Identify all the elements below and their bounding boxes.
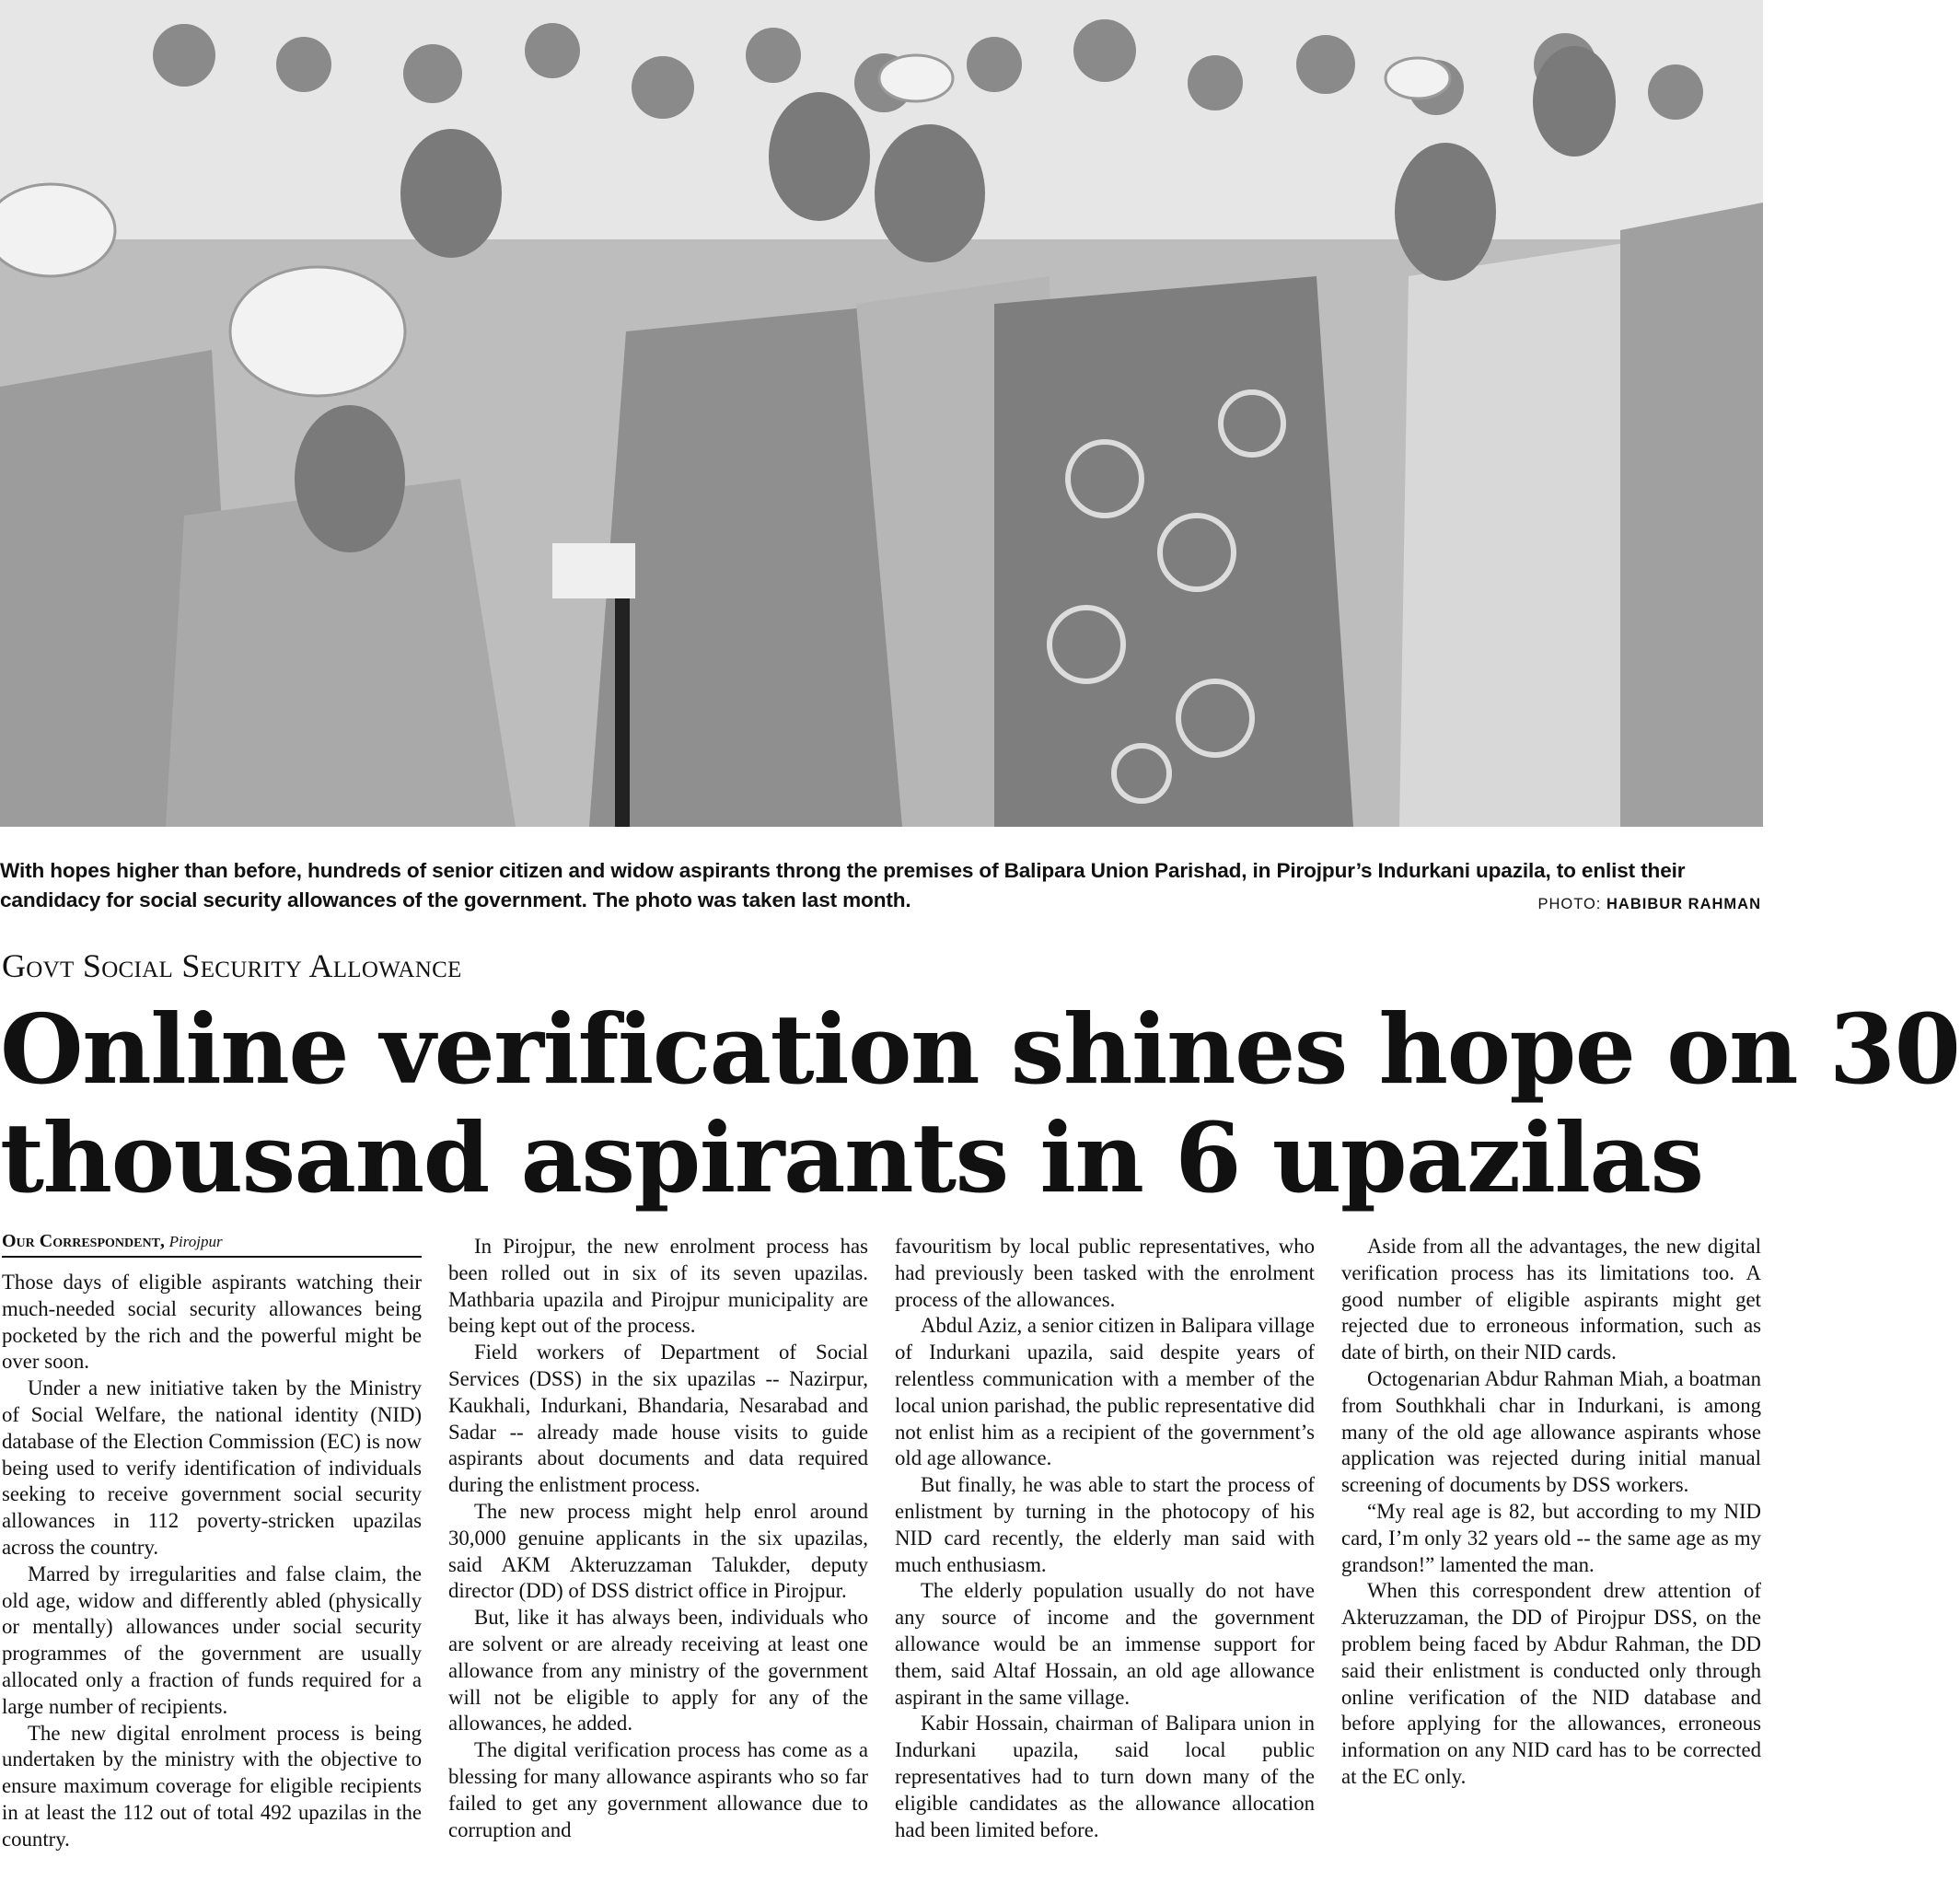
paragraph: Under a new initiative taken by the Ministry of Social Welfare, the national identity (NID) database of the Election Commission (EC) is now being used to verify identification of individuals seeking to receive government social security allowances in 112 poverty-stricken upazilas across the country. (2, 1376, 422, 1559)
paragraph: Field workers of Department of Social Services (DSS) in the six upazilas -- Nazirpur, Kaukhali, Indurkani, Bhandaria, Nesarabad and Sadar -- already made house visits to guide aspirants about documents and data required during the enlistment process. (448, 1341, 868, 1497)
paragraph: The new process might help enrol around 30,000 genuine applicants in the six upazilas, said AKM Akteruzzaman Talukder, deputy director (DD) of DSS district office in Pirojpur. (448, 1499, 868, 1603)
photo-credit-label: PHOTO: (1537, 896, 1602, 912)
paragraph: Octogenarian Abdur Rahman Miah, a boatman from Southkhali char in Indurkani, is among many of the old age allowance aspirants whose application was rejected during initial manual screening of documents by DSS workers. (1341, 1366, 1761, 1497)
paragraph: But, like it has always been, individuals who are solvent or are already receiving at least one allowance from any ministry of the government will not be eligible to apply for any of the allowances, he added. (448, 1606, 868, 1736)
photo-caption (0, 856, 1760, 915)
photo-credit-name: HABIBUR RAHMAN (1606, 896, 1761, 912)
paragraph: Kabir Hossain, chairman of Balipara union in Indurkani upazila, said local public representatives had to turn down many of the eligible candidates as the allowance allocation had been limited before. (895, 1712, 1315, 1841)
byline-place: Pirojpur (168, 1233, 223, 1250)
paragraph: In Pirojpur, the new enrolment process has been rolled out in six of its seven upazilas. Mathbaria upazila and Pirojpur municipality are being kept out of the process. (448, 1235, 868, 1338)
article-column-3 (895, 1234, 1315, 1843)
article-column-1 (2, 1270, 422, 1853)
paragraph: But finally, he was able to start the process of enlistment by turning in the photocopy of his NID card recently, the elderly man said with much enthusiasm. (895, 1473, 1315, 1576)
article-column-2 (448, 1234, 868, 1843)
caption-line-2: candidacy for social security allowances of the government. The photo was taken last month. (0, 888, 911, 911)
paragraph: When this correspondent drew attention of Akteruzzaman, the DD of Pirojpur DSS, on the problem being faced by Abdur Rahman, the DD said their enlistment is conducted only through online verification of the NID database and before applying for the allowances, erroneous information on any NID card has to be corrected at the EC only. (1341, 1579, 1761, 1788)
paragraph: Aside from all the advantages, the new digital verification process has its limitations too. A good number of eligible aspirants might get rejected due to erroneous information, such as date of birth, on their NID cards. (1341, 1235, 1761, 1364)
kicker: Govt Social Security Allowance (2, 947, 462, 984)
headline (0, 993, 1960, 1214)
byline-name: Our Correspondent, (2, 1231, 165, 1251)
photo-credit (1537, 896, 1761, 913)
headline-line-2: thousand aspirants in 6 upazilas (0, 1101, 1703, 1214)
paragraph: The new digital enrolment process is being undertaken by the ministry with the objective to ensure maximum coverage for eligible recipients in at least the 112 out of total 492 upazilas in the country. (2, 1721, 422, 1851)
article-column-4 (1341, 1234, 1761, 1791)
paragraph: favouritism by local public representatives, who had previously been tasked with the enrolment process of the allowances. (895, 1235, 1315, 1311)
paragraph: The elderly population usually do not have any source of income and the government allowance would be an immense support for them, said Altaf Hossain, an old age allowance aspirant in the same village. (895, 1579, 1315, 1709)
paragraph: “My real age is 82, but according to my NID card, I’m only 32 years old -- the same age as my grandson!” lamented the man. (1341, 1499, 1761, 1576)
caption-line-1: With hopes higher than before, hundreds of senior citizen and widow aspirants throng the premises of Balipara Union Parishad, in Pirojpur’s Indurkani upazila, to enlist their (0, 859, 1686, 882)
byline (2, 1231, 422, 1258)
paragraph: Those days of eligible aspirants watching their much-needed social security allowances being pocketed by the rich and the powerful might be over soon. (2, 1271, 422, 1374)
headline-line-1: Online verification shines hope on 30 (0, 993, 1960, 1106)
news-photo (0, 0, 1763, 827)
crowd-photo-illustration (0, 0, 1763, 827)
paragraph: Marred by irregularities and false claim, the old age, widow and differently abled (physically or mentally) allowances under social security programmes of the government are usually allocated only a fraction of funds required for a large number of recipients. (2, 1562, 422, 1718)
paragraph: Abdul Aziz, a senior citizen in Balipara village of Indurkani upazila, said despite years of relentless communication with a member of the local union parishad, the public representative did not enlist him as a recipient of the government’s old age allowance. (895, 1314, 1315, 1470)
paragraph: The digital verification process has come as a blessing for many allowance aspirants who so far failed to get any government allowance due to corruption and (448, 1738, 868, 1841)
